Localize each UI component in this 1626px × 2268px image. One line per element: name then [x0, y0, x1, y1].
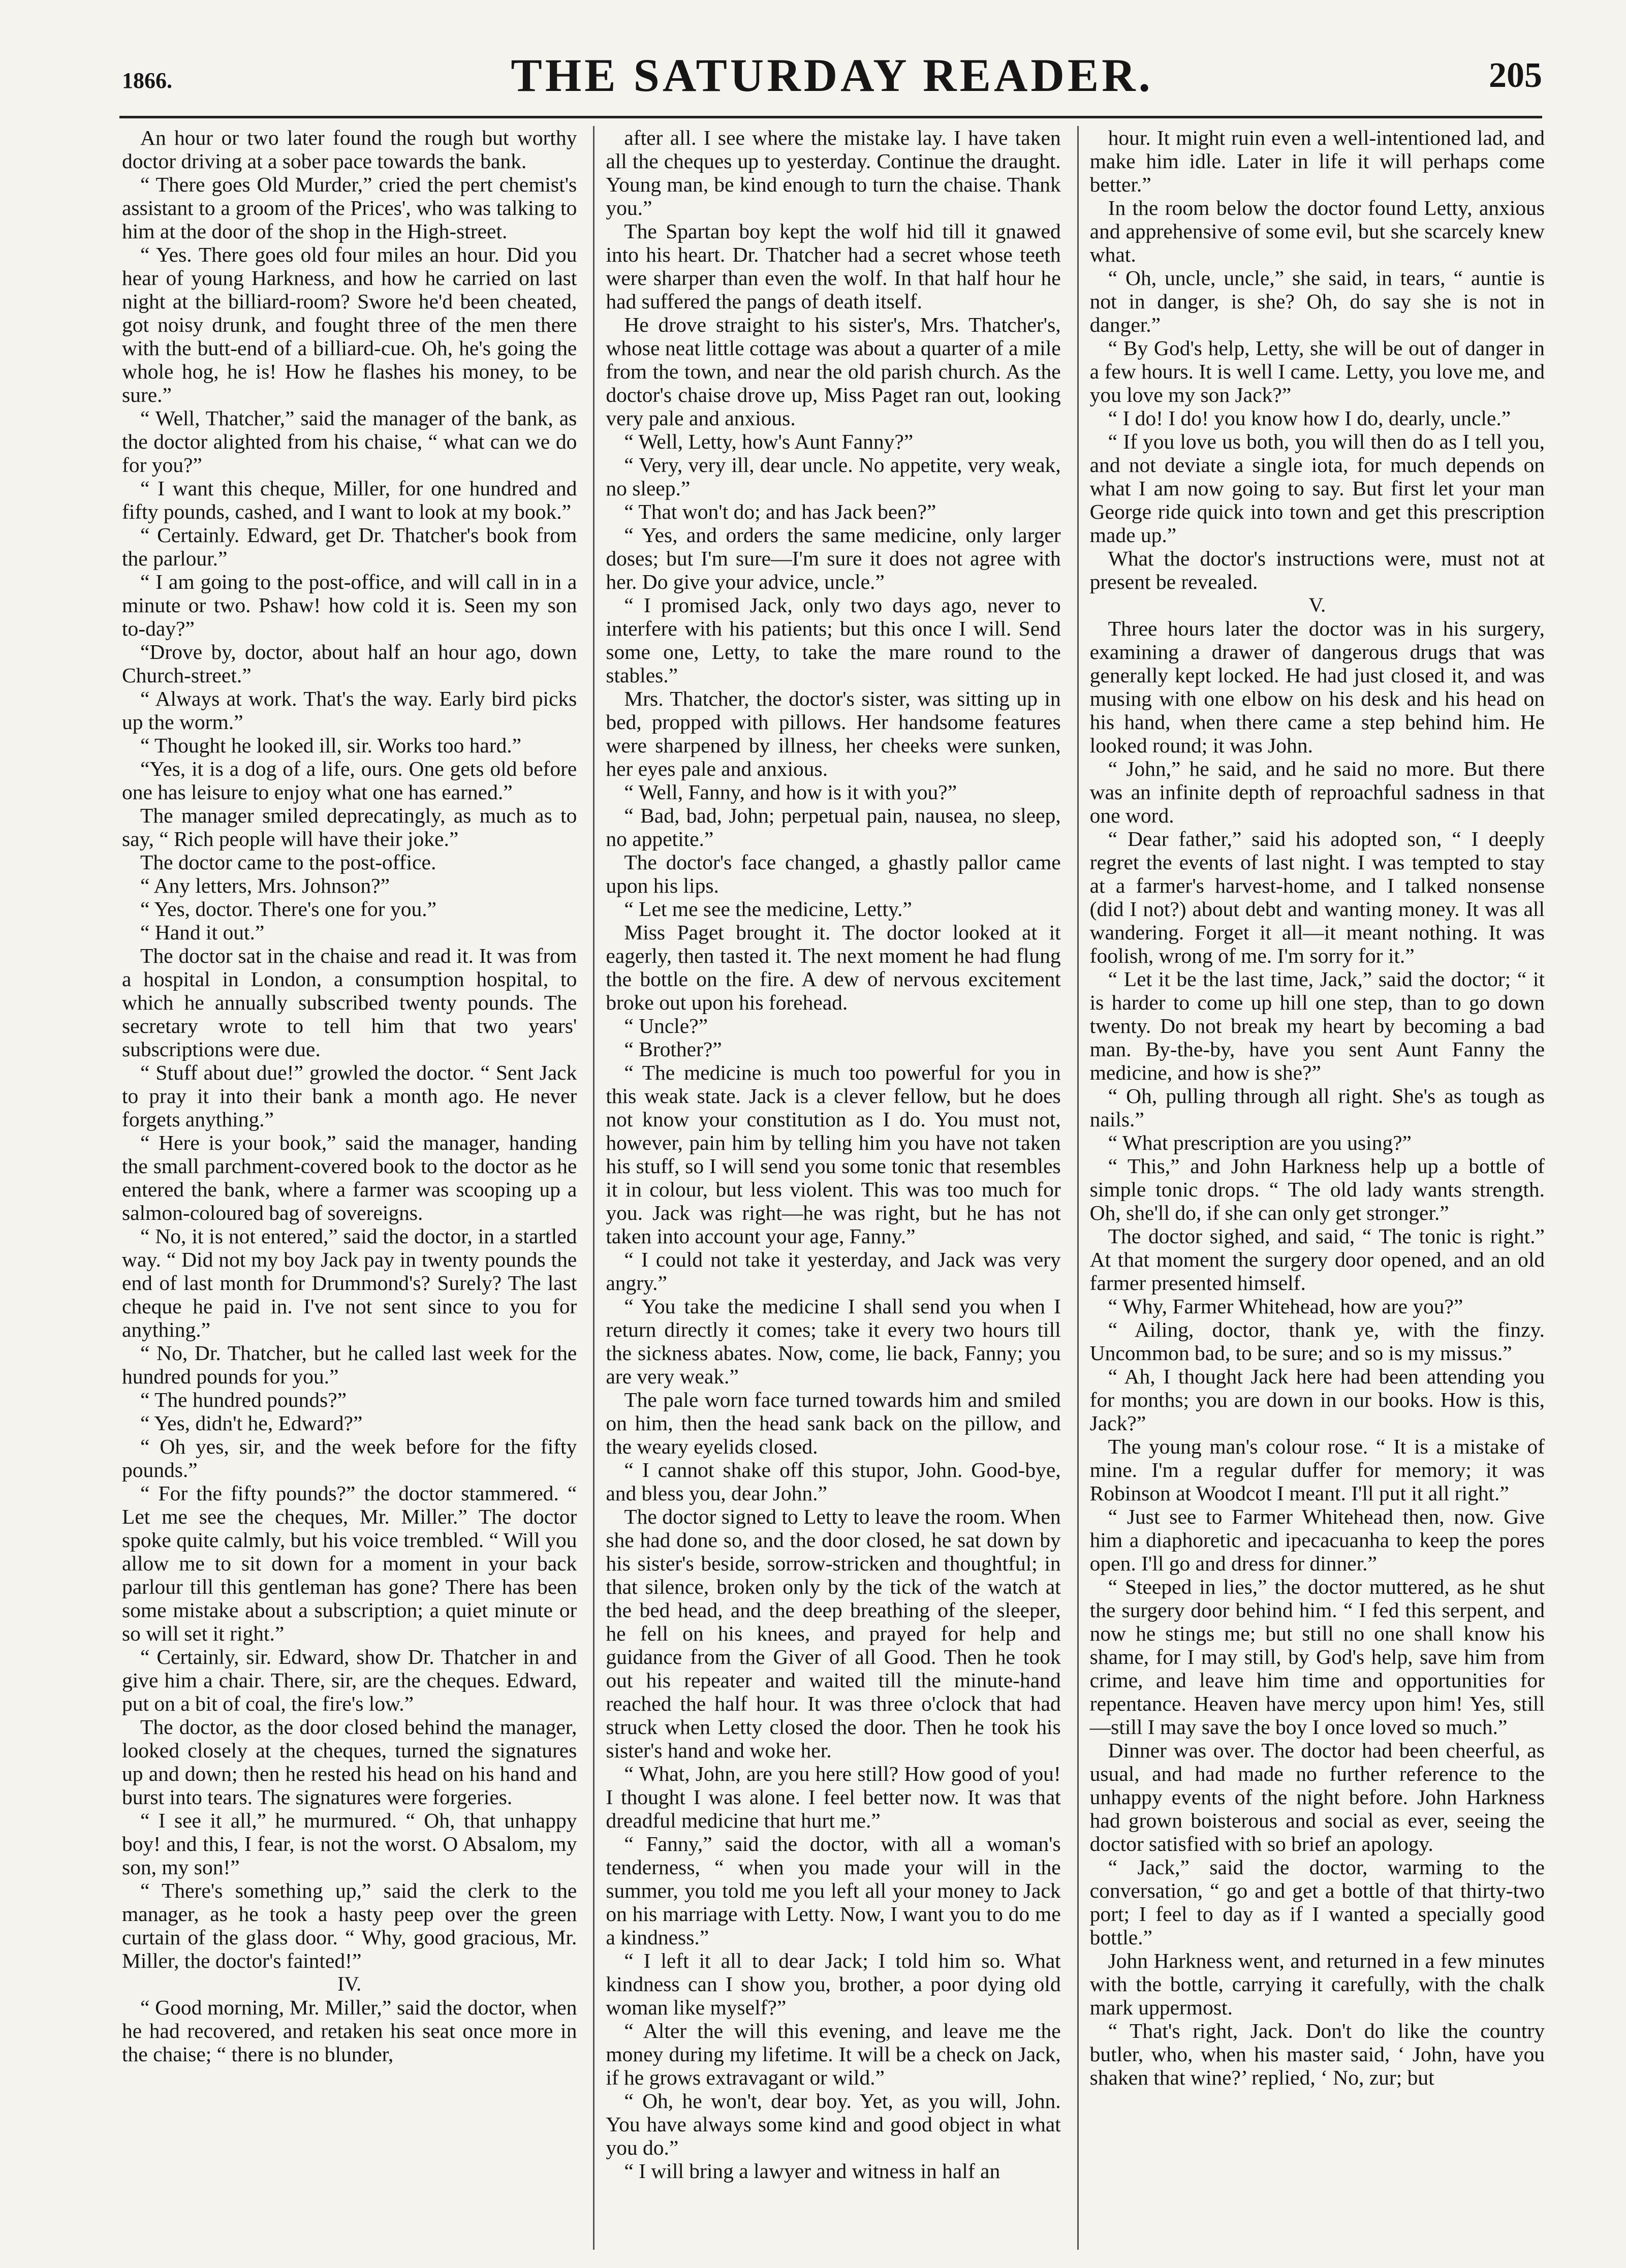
article-paragraph: “ Jack,” said the doctor, warming to the conversation, “ go and get a bottle of that thirty-two port; I feel to day as if I wanted a specially good bottle.” [1089, 1855, 1545, 1949]
article-paragraph: “ What, John, are you here still? How good of you! I thought I was alone. I feel better now. It was that dreadful medicine that hurt me.” [606, 1762, 1061, 1832]
article-paragraph: “ Steeped in lies,” the doctor muttered, as he shut the surgery door behind him. “ I fed this serpent, and now he stings me; but still no one shall know his shame, for I may still, by God's help, save him from crime, and leave him time and opportunities for repentance. Heaven have mercy upon him! Yes, still—still I may save the boy I once loved so much.” [1089, 1575, 1545, 1739]
article-paragraph: Mrs. Thatcher, the doctor's sister, was sitting up in bed, propped with pillows. Her handsome features were sharpened by illness, her cheeks were sunken, her eyes pale and anxious. [606, 687, 1061, 780]
article-paragraph: What the doctor's instructions were, must not at present be revealed. [1089, 547, 1545, 593]
article-paragraph: “ Hand it out.” [140, 921, 265, 944]
article-paragraph: “ No, it is not entered,” said the doctor, in a startled way. “ Did not my boy Jack pay in twenty pounds the end of last month for Drummond's? Surely? The last cheque he paid in. I've not sent since to you for anything.” [122, 1224, 577, 1341]
column-3 [1077, 126, 1545, 2250]
text-columns [122, 126, 1545, 2250]
article-paragraph: John Harkness went, and returned in a few minutes with the bottle, carrying it carefully, with the chalk mark uppermost. [1089, 1949, 1545, 2019]
article-paragraph: “ Ah, I thought Jack here had been attending you for months; you are down in our books. How is this, Jack?” [1089, 1365, 1545, 1435]
article-paragraph: The Spartan boy kept the wolf hid till it gnawed into his heart. Dr. Thatcher had a secret whose teeth were sharper than even the wolf. In that half hour he had suffered the pangs of death itself. [606, 219, 1061, 313]
article-paragraph: “ Certainly, sir. Edward, show Dr. Thatcher in and give him a chair. There, sir, are the cheques. Edward, put on a bit of coal, the fire's low.” [122, 1645, 577, 1715]
article-paragraph: “ Oh, pulling through all right. She's as tough as nails.” [1089, 1084, 1545, 1131]
article-paragraph: “ I see it all,” he murmured. “ Oh, that unhappy boy! and this, I fear, is not the worst. O Absalom, my son, my son!” [122, 1809, 577, 1879]
article-paragraph: “ Oh, uncle, uncle,” she said, in tears, “ auntie is not in danger, is she? Oh, do say she is not in danger.” [1089, 266, 1545, 336]
article-paragraph: “ Brother?” [624, 1037, 722, 1061]
article-paragraph: “ I want this cheque, Miller, for one hundred and fifty pounds, cashed, and I want to look at my book.” [122, 477, 577, 523]
article-paragraph: “ The hundred pounds?” [140, 1388, 347, 1411]
article-paragraph: “ If you love us both, you will then do as I tell you, and not deviate a single iota, for much depends on what I am now going to say. But first let your man George ride quick into town and get this prescription made up.” [1089, 430, 1545, 547]
article-paragraph: The young man's colour rose. “ It is a mistake of mine. I'm a regular duffer for memory; it was Robinson at Woodcot I meant. I'll put it all right.” [1089, 1435, 1545, 1505]
page-number: 205 [1489, 56, 1542, 95]
article-paragraph: “ Certainly. Edward, get Dr. Thatcher's book from the parlour.” [122, 523, 577, 570]
article-paragraph: “ Let me see the medicine, Letty.” [624, 897, 912, 921]
section-heading: IV. [337, 1972, 362, 1995]
article-paragraph: “ Let it be the last time, Jack,” said the doctor; “ it is harder to come up hill one step, than to go down twenty. Do not break my heart by becoming a bad man. By-the-by, have you sent Aunt Fanny the medicine, and how is she?” [1089, 967, 1545, 1084]
article-paragraph: “ Yes, doctor. There's one for you.” [140, 897, 436, 921]
article-paragraph: “ That won't do; and has Jack been?” [624, 500, 936, 523]
masthead [122, 48, 1542, 109]
article-paragraph: “ I could not take it yesterday, and Jack was very angry.” [606, 1248, 1061, 1295]
article-paragraph: “ Well, Letty, how's Aunt Fanny?” [624, 430, 914, 453]
article-paragraph: “ By God's help, Letty, she will be out of danger in a few hours. It is well I came. Letty, you love me, and you love my son Jack?” [1089, 336, 1545, 406]
article-paragraph: “ I left it all to dear Jack; I told him so. What kindness can I show you, brother, a poor dying old woman like myself?” [606, 1949, 1061, 2019]
article-paragraph: “ I do! I do! you know how I do, dearly, uncle.” [1108, 406, 1511, 430]
article-paragraph: The doctor sighed, and said, “ The tonic is right.” At that moment the surgery door opened, and an old farmer presented himself. [1089, 1224, 1545, 1295]
article-paragraph: “ Ailing, doctor, thank ye, with the finzy. Uncommon bad, to be sure; and so is my missus.” [1089, 1318, 1545, 1365]
article-paragraph: He drove straight to his sister's, Mrs. Thatcher's, whose neat little cottage was about a quarter of a mile from the town, and near the old parish church. As the doctor's chaise drove up, Miss Paget ran out, looking very pale and anxious. [606, 313, 1061, 430]
article-paragraph: The manager smiled deprecatingly, as much as to say, “ Rich people will have their joke.” [122, 804, 577, 850]
issue-year: 1866. [122, 68, 172, 93]
article-paragraph: “ This,” and John Harkness help up a bottle of simple tonic drops. “ The old lady wants strength. Oh, she'll do, if she can only get stronger.” [1089, 1154, 1545, 1224]
article-paragraph: “ Just see to Farmer Whitehead then, now. Give him a diaphoretic and ipecacuanha to keep the pores open. I'll go and dress for dinner.” [1089, 1505, 1545, 1575]
article-paragraph: “ Fanny,” said the doctor, with all a woman's tenderness, “ when you made your will in the summer, you told me you left all your money to Jack on his marriage with Letty. Now, I want you to do me a kindness.” [606, 1832, 1061, 1949]
article-paragraph: “ Any letters, Mrs. Johnson?” [140, 874, 390, 897]
article-paragraph: “ Good morning, Mr. Miller,” said the doctor, when he had recovered, and retaken his seat once more in the chaise; “ there is no blunder, [122, 1996, 577, 2066]
article-paragraph: In the room below the doctor found Letty, anxious and apprehensive of some evil, but she scarcely knew what. [1089, 196, 1545, 266]
column-1 [122, 126, 577, 2250]
article-paragraph: “ There goes Old Murder,” cried the pert chemist's assistant to a groom of the Prices', who was talking to him at the door of the shop in the High-street. [122, 173, 577, 243]
article-paragraph: “ Thought he looked ill, sir. Works too hard.” [140, 734, 522, 757]
article-paragraph: “ Well, Fanny, and how is it with you?” [624, 780, 957, 804]
article-paragraph: “Drove by, doctor, about half an hour ago, down Church-street.” [122, 640, 577, 687]
article-paragraph: The pale worn face turned towards him and smiled on him, then the head sank back on the pillow, and the weary eyelids closed. [606, 1388, 1061, 1458]
article-paragraph: “ I will bring a lawyer and witness in half an [624, 2159, 1000, 2183]
article-paragraph: “ Dear father,” said his adopted son, “ I deeply regret the events of last night. I was tempted to stay at a farmer's harvest-home, and I talked nonsense (did I not?) about debt and wanting money. It was all wandering. Forget it all—it meant nothing. It was foolish, wrong of me. I'm sorry for it.” [1089, 827, 1545, 967]
article-paragraph: Three hours later the doctor was in his surgery, examining a drawer of dangerous drugs that was generally kept locked. He had just closed it, and was musing with one elbow on his desk and his head on his hand, when there came a step behind him. He looked round; it was John. [1089, 617, 1545, 757]
article-paragraph: “ Always at work. That's the way. Early bird picks up the worm.” [122, 687, 577, 734]
article-paragraph: “ Well, Thatcher,” said the manager of the bank, as the doctor alighted from his chaise, “ what can we do for you?” [122, 406, 577, 477]
article-paragraph: “ Oh, he won't, dear boy. Yet, as you will, John. You have always some kind and good object in what you do.” [606, 2089, 1061, 2159]
article-paragraph: “ Yes, and orders the same medicine, only larger doses; but I'm sure—I'm sure it does not agree with her. Do give your advice, uncle.” [606, 523, 1061, 593]
article-paragraph: “ Yes. There goes old four miles an hour. Did you hear of young Harkness, and how he carried on last night at the billiard-room? Swore he'd been cheated, got noisy drunk, and fought three of the men there with the butt-end of a billiard-cue. Oh, he's going the whole hog, he is! How he flashes his money, to be sure.” [122, 243, 577, 406]
article-paragraph: The doctor's face changed, a ghastly pallor came upon his lips. [606, 850, 1061, 897]
article-paragraph: “Yes, it is a dog of a life, ours. One gets old before one has leisure to enjoy what one has earned.” [122, 757, 577, 804]
article-paragraph: “ For the fifty pounds?” the doctor stammered. “ Let me see the cheques, Mr. Miller.” The doctor spoke quite calmly, but his voice trembled. “ Will you allow me to sit down for a moment in your back parlour till this gentleman has gone? There has been some mistake about a subscription; a quiet minute or so will set it right.” [122, 1482, 577, 1645]
article-paragraph: “ Alter the will this evening, and leave me the money during my lifetime. It will be a check on Jack, if he grows extravagant or wild.” [606, 2019, 1061, 2089]
article-paragraph: “ Uncle?” [624, 1014, 708, 1037]
article-paragraph: The doctor signed to Letty to leave the room. When she had done so, and the door closed, he sat down by his sister's beside, sorrow-stricken and thoughtful; in that silence, broken only by the tick of the watch at the bed head, and the deep breathing of the sleeper, he fell on his knees, and prayed for help and guidance from the Giver of all Good. Then he took out his repeater and waited till the minute-hand reached the half hour. It was three o'clock that had struck when Letty closed the door. Then he took his sister's hand and woke her. [606, 1505, 1061, 1762]
article-paragraph: “ There's something up,” said the clerk to the manager, as he took a hasty peep over the green curtain of the glass door. “ Why, good gracious, Mr. Miller, the doctor's fainted!” [122, 1879, 577, 1972]
article-paragraph: An hour or two later found the rough but worthy doctor driving at a sober pace towards the bank. [122, 126, 577, 173]
article-paragraph: “ Stuff about due!” growled the doctor. “ Sent Jack to pray it into their bank a month ago. He never forgets anything.” [122, 1061, 577, 1131]
article-paragraph: “ Yes, didn't he, Edward?” [140, 1411, 363, 1435]
article-paragraph: “ Oh yes, sir, and the week before for the fifty pounds.” [122, 1435, 577, 1482]
article-paragraph: “ John,” he said, and he said no more. But there was an infinite depth of reproachful sadness in that one word. [1089, 757, 1545, 827]
column-2 [593, 126, 1060, 2250]
article-paragraph: “ No, Dr. Thatcher, but he called last week for the hundred pounds for you.” [122, 1341, 577, 1388]
article-paragraph: “ What prescription are you using?” [1108, 1131, 1412, 1154]
article-paragraph: The doctor, as the door closed behind the manager, looked closely at the cheques, turned the signatures up and down; then he rested his head on his hand and burst into tears. The signatures were forgeries. [122, 1715, 577, 1809]
article-paragraph: “ I cannot shake off this stupor, John. Good-bye, and bless you, dear John.” [606, 1458, 1061, 1505]
article-paragraph: “ Why, Farmer Whitehead, how are you?” [1108, 1295, 1463, 1318]
article-paragraph: after all. I see where the mistake lay. I have taken all the cheques up to yesterday. Continue the draught. Young man, be kind enough to turn the chaise. Thank you.” [606, 126, 1061, 219]
article-paragraph: The doctor sat in the chaise and read it. It was from a hospital in London, a consumption hospital, to which he annually subscribed twenty pounds. The secretary wrote to tell him that two years' subscriptions were due. [122, 944, 577, 1061]
article-paragraph: “ Here is your book,” said the manager, handing the small parchment-covered book to the doctor as he entered the bank, where a farmer was scooping up a salmon-coloured bag of sovereigns. [122, 1131, 577, 1224]
article-paragraph: “ Bad, bad, John; perpetual pain, nausea, no sleep, no appetite.” [606, 804, 1061, 850]
masthead-rule [119, 116, 1542, 118]
article-paragraph: “ The medicine is much too powerful for you in this weak state. Jack is a clever fellow, but he does not know your constitution as I do. You must not, however, pain him by telling him you have not taken his stuff, so I will send you some tonic that resembles it in colour, but less violent. This was too much for you. Jack was right—he was right, but he has not taken into account your age, Fanny.” [606, 1061, 1061, 1248]
article-paragraph: “ That's right, Jack. Don't do like the country butler, who, when his master said, ‘ John, have you shaken that wine?’ replied, ‘ No, zur; but [1089, 2019, 1545, 2089]
article-paragraph: “ Very, very ill, dear uncle. No appetite, very weak, no sleep.” [606, 453, 1061, 500]
article-paragraph: “ I promised Jack, only two days ago, never to interfere with his patients; but this once I will. Send some one, Letty, to take the mare round to the stables.” [606, 593, 1061, 687]
article-paragraph: hour. It might ruin even a well-intentioned lad, and make him idle. Later in life it will perhaps come better.” [1089, 126, 1545, 196]
article-paragraph: “ You take the medicine I shall send you when I return directly it comes; take it every two hours till the sickness abates. Now, come, lie back, Fanny; you are very weak.” [606, 1295, 1061, 1388]
article-paragraph: Miss Paget brought it. The doctor looked at it eagerly, then tasted it. The next moment he had flung the bottle on the fire. A dew of nervous excitement broke out upon his forehead. [606, 921, 1061, 1014]
publication-title: THE SATURDAY READER. [511, 49, 1153, 101]
article-paragraph: Dinner was over. The doctor had been cheerful, as usual, and had made no further reference to the unhappy events of the night before. John Harkness had grown boisterous and social as ever, seeing the doctor satisfied with so brief an apology. [1089, 1739, 1545, 1855]
article-paragraph: The doctor came to the post-office. [140, 850, 436, 874]
section-heading: V. [1308, 593, 1326, 616]
article-paragraph: “ I am going to the post-office, and will call in in a minute or two. Pshaw! how cold it is. Seen my son to-day?” [122, 570, 577, 640]
